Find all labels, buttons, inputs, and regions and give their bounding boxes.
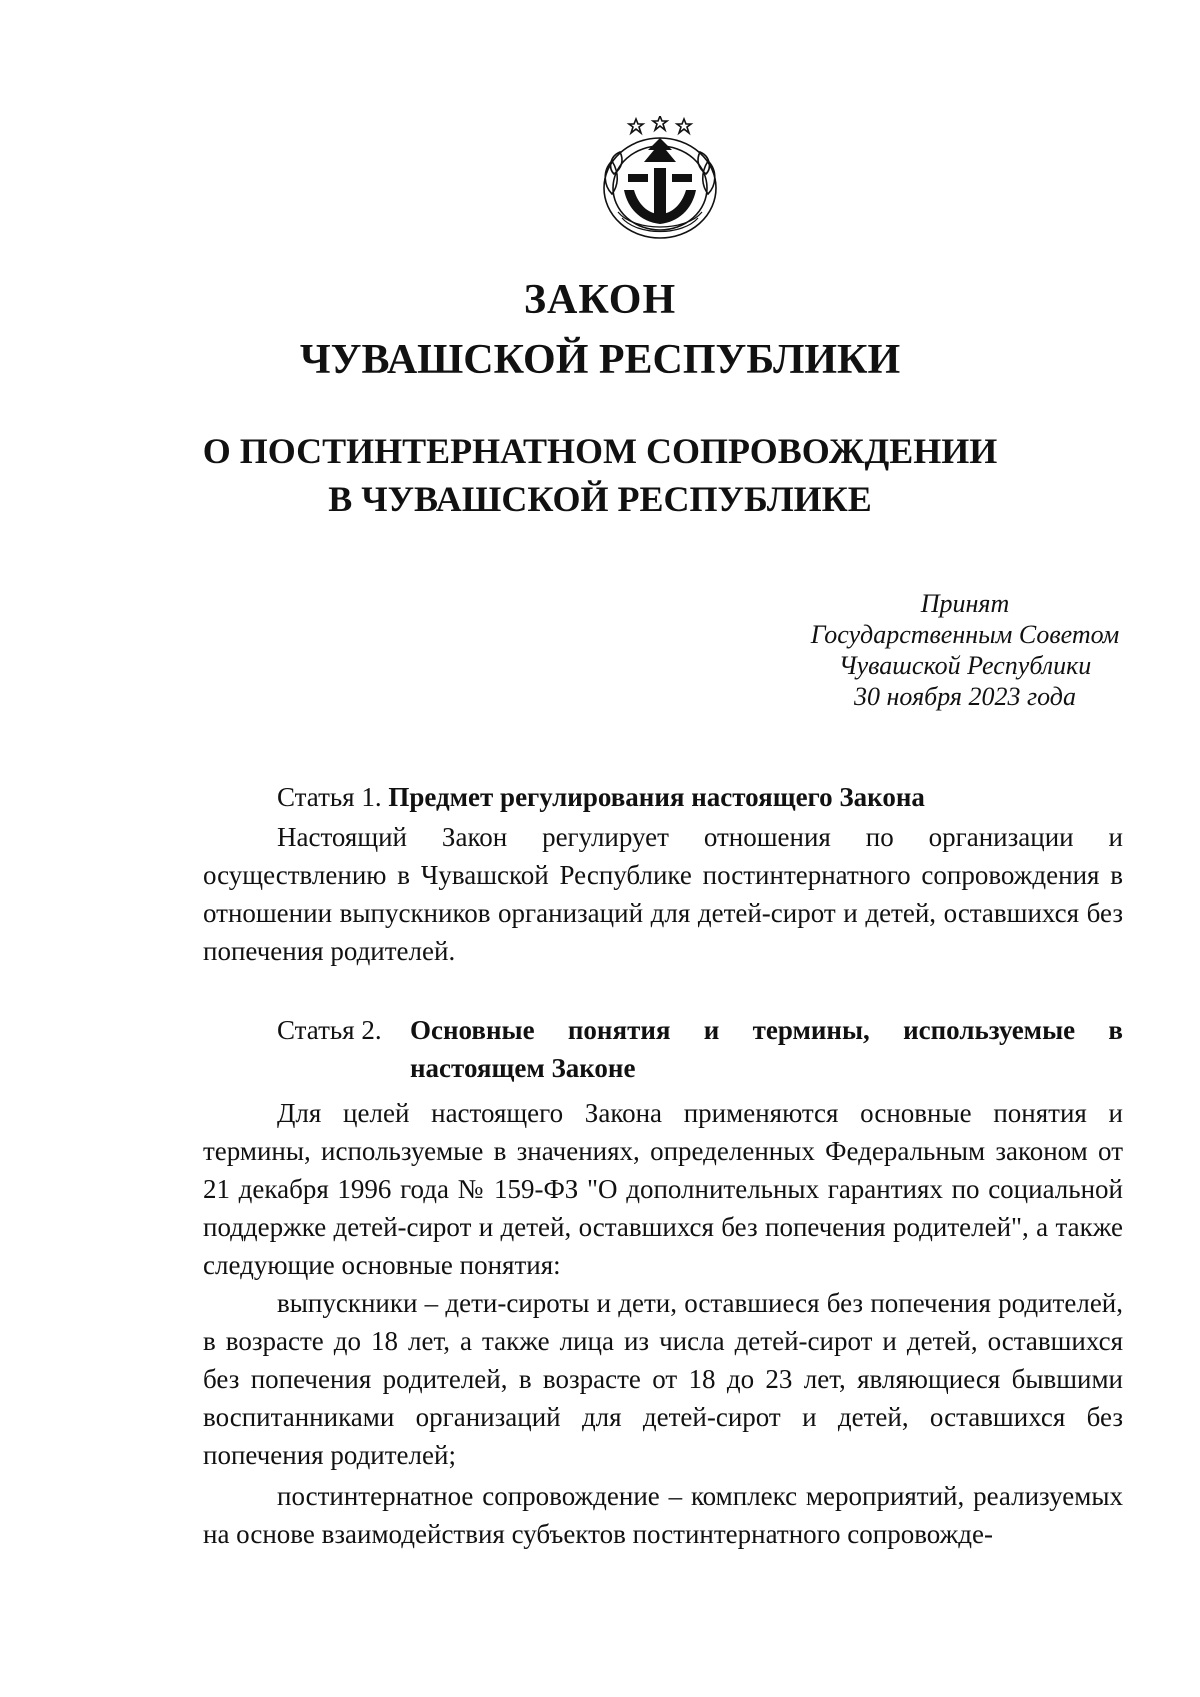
article-1-label: Статья 1. (277, 782, 382, 812)
chuvash-republic-coat-of-arms-icon (598, 116, 722, 242)
adoption-line: Чувашской Республики (838, 651, 1092, 680)
adoption-line: Принят (920, 589, 1010, 618)
article-2-label: Статья 2. (277, 1015, 382, 1045)
article-1-paragraph: Настоящий Закон регулирует отношения по организации и осуществлению в Чувашской Республике постинтернатного сопровождения в отношении выпускников организаций для детей-сирот и детей, оставшихся без попечения родителей. (203, 822, 1123, 966)
article-2-definition-graduates: выпускники – дети-сироты и дети, оставшиеся без попечения родителей, в возрасте до 18 лет, а также лица из числа детей-сирот и детей, оставшихся без попечения родителей, в возрасте от 18 до 23 лет, являющиеся бывшими воспитанниками организаций для детей-сирот и детей, оставшихся без попечения родителей; (203, 1288, 1123, 1470)
article-1-title: Предмет регулирования настоящего Закона (388, 782, 925, 812)
adoption-note (800, 588, 1130, 712)
law-subtitle-line2: В ЧУВАШСКОЙ РЕСПУБЛИКЕ (328, 479, 872, 519)
article-1-heading (277, 778, 925, 816)
article-2-paragraph: Для целей настоящего Закона применяются основные понятия и термины, используемые в значениях, определенных Федеральным законом от 21 декабря 1996 года № 159-ФЗ "О дополнительных гарантиях по социальной поддержке детей-сирот и детей, оставшихся без попечения родителей", а также следующие основные понятия: (203, 1098, 1123, 1280)
adoption-line: Государственным Советом (810, 620, 1120, 649)
law-title-line2: ЧУВАШСКОЙ РЕСПУБЛИКИ (299, 337, 901, 383)
article-2-definition-support: постинтернатное сопровождение – комплекс мероприятий, реализуемых на основе взаимодействия субъектов постинтернатного сопровожде- (203, 1481, 1123, 1549)
article-2-title: Основные понятия и термины, используемые в настоящем Законе (410, 1015, 1123, 1083)
adoption-date: 30 ноября 2023 года (854, 682, 1076, 711)
law-subtitle-line1: О ПОСТИНТЕРНАТНОМ СОПРОВОЖДЕНИИ (202, 431, 998, 471)
law-title-line1: ЗАКОН (523, 277, 677, 323)
